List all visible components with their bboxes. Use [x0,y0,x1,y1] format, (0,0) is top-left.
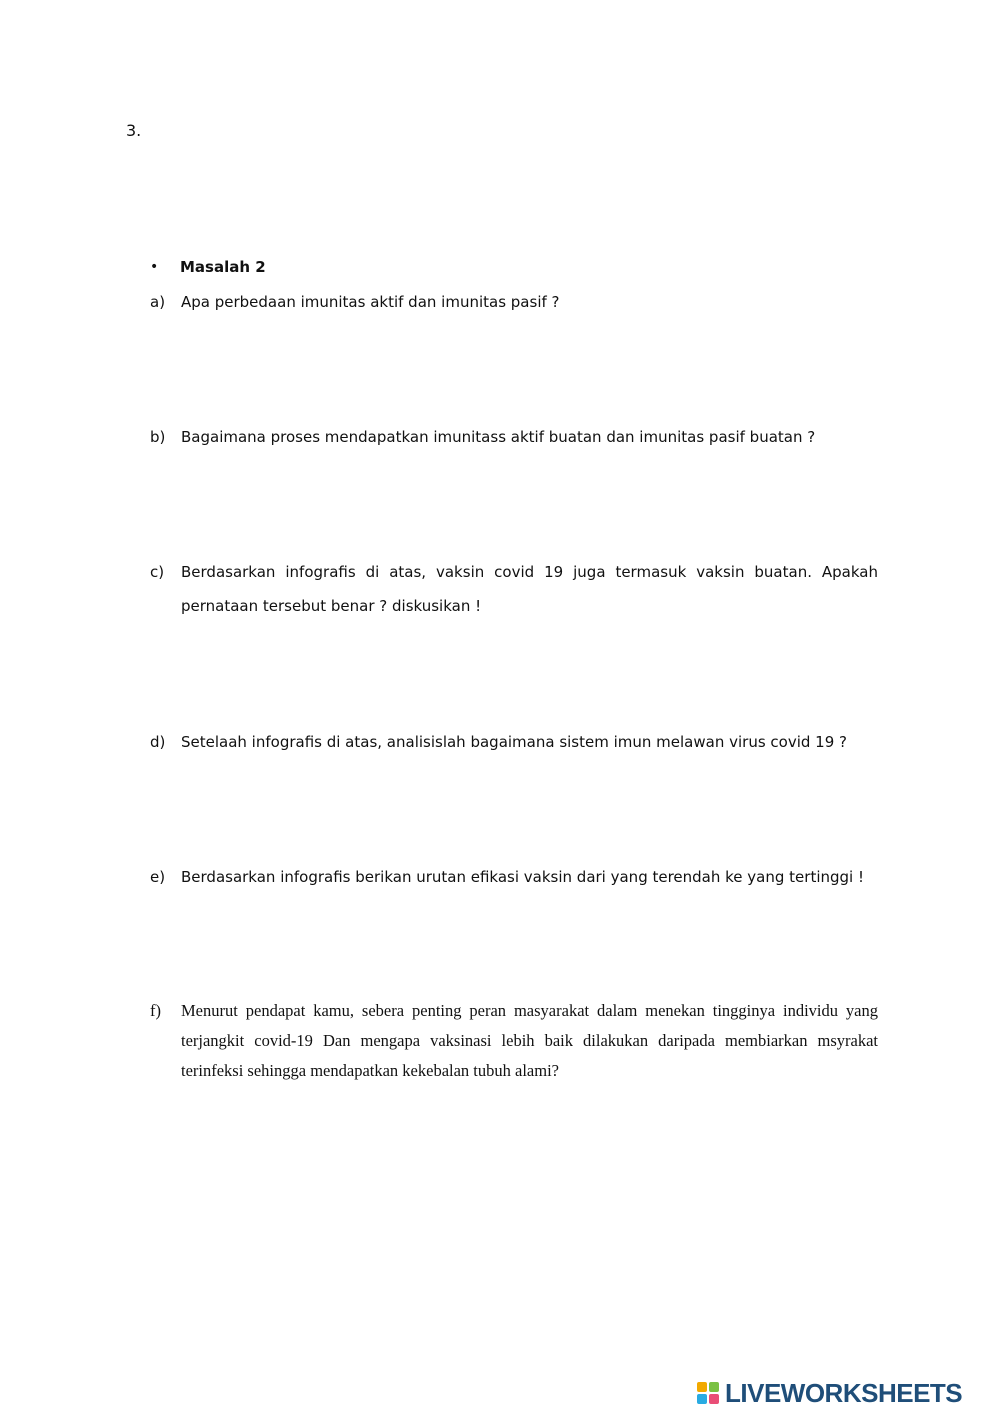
question-label: c) [150,563,165,581]
question-text: Menurut pendapat kamu, sebera penting peran masyarakat dalam menekan tingginya individu yang terjangkit covid-19 Dan mengapa vaksinasi lebih baik dilakukan daripada membiarkan msyrakat terinfeksi sehingga mendapatkan kekebalan tubuh alami? [181,1001,878,1080]
question-f [150,996,878,1086]
question-text: Berdasarkan infografis berikan urutan efikasi vaksin dari yang terendah ke yang tertinggi ! [181,868,864,886]
question-text: Berdasarkan infografis di atas, vaksin covid 19 juga termasuk vaksin buatan. Apakah pernataan tersebut benar ? diskusikan ! [181,563,878,615]
question-e [150,860,878,894]
question-text: Bagaimana proses mendapatkan imunitass aktif buatan dan imunitas pasif buatan ? [181,428,816,446]
question-label: b) [150,428,166,446]
question-label: f) [150,1001,161,1020]
question-label: d) [150,733,166,751]
liveworksheets-logo-icon [697,1382,719,1404]
liveworksheets-watermark [697,1376,962,1410]
question-label: e) [150,868,166,886]
question-label: a) [150,293,166,311]
question-text: Setelaah infografis di atas, analisislah bagaimana sistem imun melawan virus covid 19 ? [181,733,847,751]
question-b [150,420,878,454]
item-number: 3. [126,121,142,140]
question-a [150,285,878,319]
question-c [150,555,878,623]
watermark-text: LIVEWORKSHEETS [725,1377,963,1408]
bullet-icon: • [150,259,159,275]
question-d [150,725,878,759]
question-text: Apa perbedaan imunitas aktif dan imunitas pasif ? [181,293,560,311]
section-title: Masalah 2 [180,258,266,276]
section-heading [150,258,266,276]
